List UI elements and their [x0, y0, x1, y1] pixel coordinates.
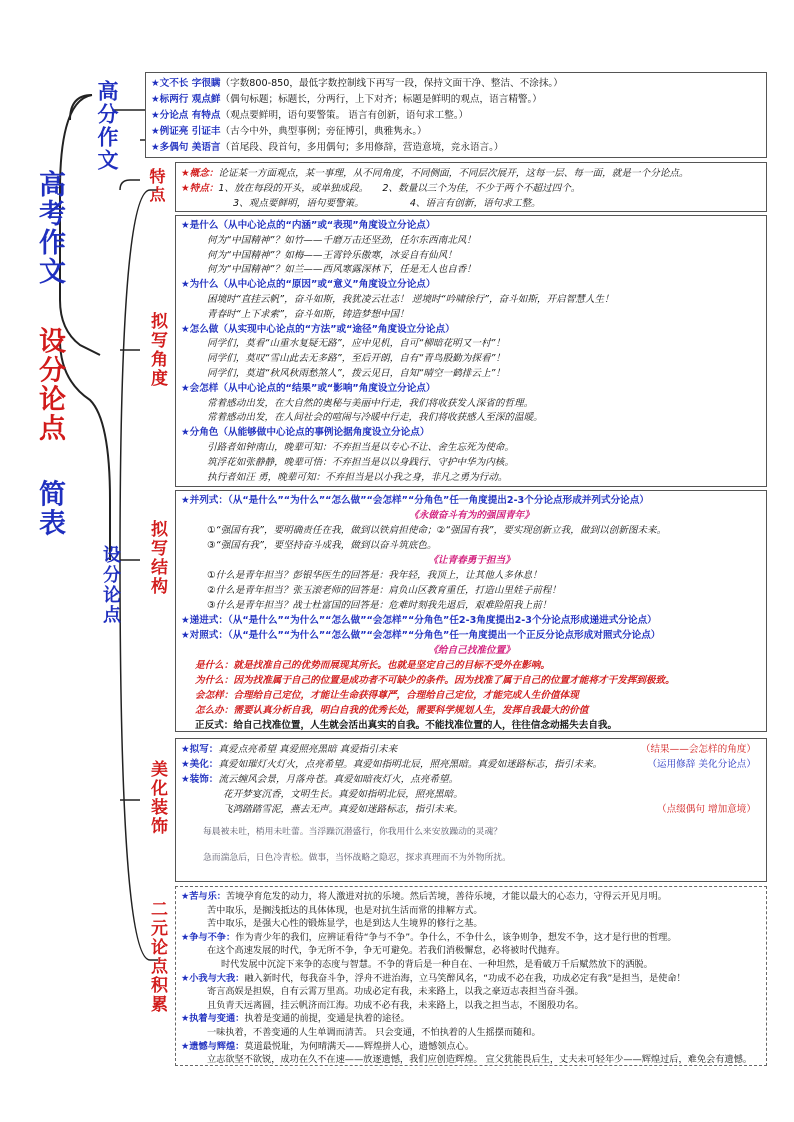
jiegou-line: 为什么：因为找准属于自己的位置是成功者不可缺少的条件。因为找准了属于自己的位置才能将才干发挥到极致。: [195, 675, 675, 686]
jiaodu-heading: ★是什么（从中心论点的“内涵”或“表现”角度设立分论点）: [181, 220, 436, 231]
jiegou-line: 是什么：就是找准自己的优势而展现其所长。也就是坚定自己的目标不受外在影响。: [195, 660, 550, 671]
jiegou-heading: ★递进式：（从“是什么”“为什么”“怎么做”“会怎样”“分角色”任2-3角度提出2-3个分论点形成递进式分论点）: [181, 615, 657, 626]
jiaodu-heading: ★分角色（从能够做中心论点的事例论据角度设立分论点）: [181, 427, 430, 439]
jiaodu-box: [175, 215, 767, 487]
jiegou-line: 怎么办：需要认真分析自我，明白自我的优秀长处，需要科学规划人生，发挥自我最大的价值: [195, 705, 589, 716]
eryuan-line: 一味执着，不善变通的人生单调而清苦。 只会变通，不怕执着的人生摇摆而随和。: [207, 1027, 541, 1038]
gaofen-row: ★例证亮 引证丰（古今中外，典型事例；旁征博引，典雅隽永。）: [151, 126, 427, 137]
eryuan-heading: ★苦与乐：苦境孕育危发的动力，将人激进对抗的乐境。然后苦境，善待乐境，才能以最大的心态力，守得云开见月明。: [181, 891, 667, 902]
jiaodu-example: 同学们，莫看“山重水复疑无路”，应中见机，自可“柳暗花明又一村”！: [207, 338, 506, 350]
eryuan-line: 苦中取乐，是搁浅抵达的具体体现，也是对抗生活而常的排解方式。: [207, 904, 483, 916]
branch-gaofen: 高分作文: [95, 80, 119, 172]
jiaodu-example: 何为“中国精神”？如竹——千磨万击还坚劲，任尔东西南北风！: [207, 234, 476, 246]
jiaodu-example: 同学们，莫道“秋风秋雨愁煞人”，拨云见日，自知“晴空一鹤排云上”！: [207, 368, 506, 379]
branch-shefen: 设分论点: [100, 545, 121, 625]
jiaodu-example: 青春时“上下求索”，奋斗如斯，铸造梦想中国！: [207, 308, 409, 320]
tedian-features: ★特点：1、放在每段的开头，或单独成段。 2、数量以三个为佳，不少于两个不超过四个。: [181, 183, 581, 194]
jiaodu-example: 同学们，莫叹“雪山此去无多路”，至后开朗，自有“青鸟殷勤为探看”！: [207, 353, 506, 365]
tedian-box: [175, 162, 767, 212]
label-jiegou: 拟写结构: [147, 520, 167, 596]
jiegou-title: 《让青春勇于担当》: [428, 555, 515, 566]
jiaodu-example: 执行者如汪 勇，晚辈可知：不弃担当是以小我之身，非凡之勇为行动。: [207, 471, 508, 483]
jiaodu-example: 常着感动出发，在人间社会的喧闹与冷暖中行走，我们将收获感人至深的温暖。: [207, 412, 543, 424]
eryuan-line: 寄言高娱是担娱，自有云霄万里高。功成必定有我，未来路上，以我之豪迈志表担当奋斗强。: [207, 986, 584, 998]
eryuan-line: 立志欲坚不欲锐，成功在久不在速——放逐遗憾，我们应创造辉煌。 宣父犹能畏后生，丈夫未可轻年少——辉煌过后，难免会有遗憾。: [207, 1054, 752, 1066]
tedian-concept: ★概念：论证某一方面观点，某一事理，从不同角度，不同侧面，不同层次展开，这每一层、每一面，就是一个分论点。: [181, 168, 689, 179]
gaofen-row: ★标两行 观点鲜（偶句标题；标题长，分两行，上下对齐；标题是鲜明的观点，语言精警。）: [151, 94, 542, 105]
meihua-line: ★美化：真爱如璀灯火灯火，点亮希望。真爱如指明北辰，照亮黑暗。真爱如迷路标志，指引未来。 （运用修辞 美化分论点）: [181, 759, 756, 770]
main-title-part2: 设分论点: [34, 326, 65, 443]
jiegou-box: [175, 490, 767, 732]
main-title-part3: 简表: [34, 479, 65, 538]
eryuan-line: 在这个高速发展的时代，争无所不争，争无可避免。若我们消极懈怠，必将被时代抛弃。: [207, 945, 566, 957]
jiegou-line: ①什么是青年担当？彭银华医生的回答是：我年轻，我顶上，让其他人多休息！: [207, 570, 542, 581]
label-meihua: 美化装饰: [147, 760, 167, 836]
jiegou-line: ③什么是青年担当？战士杜富国的回答是：危难时刻我先退后，艰难险阻我上前！: [207, 600, 552, 611]
jiegou-line: 正反式：给自己找准位置，人生就会活出真实的自我。不能找准位置的人，往往信念动摇失去自我。: [195, 720, 618, 731]
eryuan-heading: ★执着与变通：执着是变通的前提，变通是执着的途径。: [181, 1013, 410, 1025]
eryuan-heading: ★遗憾与辉煌：莫道最悦耻，为何晴满天——辉煌拼人心，遗憾领点心。: [181, 1040, 475, 1052]
jiegou-line: ③“强国有我”，要坚持奋斗成我，做到以奋斗筑底色。: [207, 540, 437, 551]
meihua-line: ★装饰：流云缠风会景，月落舟苍。真爱如暗夜灯火，点亮希望。: [181, 774, 459, 785]
label-jiaodu: 拟写角度: [147, 312, 167, 388]
jiaodu-heading: ★为什么（从中心论点的“原因”或“意义”角度设立分论点）: [181, 279, 436, 291]
jiaodu-example: 何为“中国精神”？如梅——王霄铃乐傲寒，冰妥自有仙风！: [207, 249, 457, 261]
jiegou-title: 《给自己找准位置》: [428, 645, 515, 656]
jiegou-line: ②什么是青年担当？张玉滚老师的回答是：肩负山区教育重任，打造山里娃子前程！: [207, 585, 561, 596]
eryuan-heading: ★小我与大我：融入新时代，每我奋斗争，浮舟不进治海，立马笑醉风名，“功成不必在我，功成必定有我”是担当，是使命！: [181, 972, 686, 984]
label-eryuan: 二元论点积累: [147, 900, 167, 1014]
jiaodu-heading: ★怎么做（从实现中心论点的“方法”或“途径”角度设立分论点）: [181, 323, 455, 335]
meihua-box: [175, 738, 767, 882]
jiegou-heading: ★并列式：（从“是什么”“为什么”“怎么做”“会怎样”“分角色”任一角度提出2-3个分论点形成并列式分论点）: [181, 495, 649, 506]
jiegou-line: 会怎样：合理给自己定位，才能让生命获得尊严，合理给自己定位，才能完成人生价值体现: [195, 690, 579, 701]
label-tedian: 特点: [147, 168, 166, 204]
gaofen-row: ★文不长 字很瞒（字数800-850，最低字数控制线下再写一段，保持文面干净、整洁、不涂抹。）: [151, 78, 563, 89]
jiegou-heading: ★对照式：（从“是什么”“为什么”“怎么做”“会怎样”“分角色”任一角度提出一个正反分论点形成对照式分论点）: [181, 630, 661, 641]
eryuan-line: 且负青天远离圆，挂云帆济而江海。功成不必有我，未来路上，以我之担当志，不图殷功名。: [207, 999, 584, 1011]
meihua-line: 急而湍急后，日色冷青松。做事，当怀战略之隐忍，探求真理而不为外物所扰。: [203, 853, 511, 863]
meihua-line: 飞鸿踏踏雪泥，燕去无声。真爱如迷路标志，指引未来。 （点缀偶句 增加意境）: [223, 804, 756, 815]
main-title-part1: 高考作文: [34, 170, 65, 286]
gaofen-row: ★多偶句 美语言（首尾段、段首句，多用偶句；多用修辞，营造意境，竞永语言。）: [151, 142, 504, 153]
jiaodu-example: 困境时“直挂云帆”，奋斗如斯，我犹凌云壮志！ 逆境时“吟啸徐行”，奋斗如斯，开启智慧人生！: [207, 294, 614, 305]
meihua-line: 花开梦宴沉香，文明生长。真爱如指明北辰，照亮黑暗。: [223, 789, 463, 800]
eryuan-line: 时代发展中沉淀下来争的态度与智慧。不争的背后是一种自在、一种坦然，是看破万千后赋然放下的洒脱。: [221, 959, 653, 970]
jiegou-line: ①“强国有我”，要明确责任在我，做到以铁肩担使命；②“强国有我”，要实现创新立我，做到以创新图未来。: [207, 525, 667, 536]
eryuan-box: [175, 886, 767, 1066]
gaofen-box: [145, 72, 767, 158]
tedian-features-2: 3、观点要鲜明，语句要警策。 4、语言有创新，语句求工整。: [233, 198, 541, 209]
jiaodu-example: 筑浮花如张静静，晚辈可悟：不弃担当是以以身践行、守护中华为内核。: [207, 456, 514, 468]
meihua-line: 每晨被未吐，梢用未吐蕾。当浮躁沉潜盛行，你我用什么来安放躁动的灵魂？: [203, 827, 503, 837]
eryuan-line: 苦中取乐，是强大心性的锻炼显学，也是到达人生境界的修行之基。: [207, 918, 483, 930]
eryuan-heading: ★争与不争：作为青少年的我们，应辨证看待“争与不争”。争什么，不争什么，该争则争，想发不争，这才是行世的哲理。: [181, 931, 677, 943]
meihua-line: ★拟写：真爱点亮希望 真爱照亮黑暗 真爱指引未来 （结果——会怎样的角度）: [181, 744, 756, 755]
jiaodu-heading: ★会怎样（从中心论点的“结果”或“影响”角度设立分论点）: [181, 382, 436, 394]
jiegou-title: 《永做奋斗有为的强国青年》: [409, 510, 534, 521]
main-title: [34, 170, 64, 538]
jiaodu-example: 何为“中国精神”？如兰——西风寒露深林下，任是无人也自香！: [207, 264, 476, 276]
jiaodu-example: 引路者如钟南山，晚辈可知：不弃担当是以专心不让、舍生忘死为使命。: [207, 442, 514, 453]
gaofen-row: ★分论点 有特点（观点要鲜明，语句要警策。 语言有创新，语句求工整。）: [151, 110, 469, 121]
jiaodu-example: 常着感动出发，在大自然的奥秘与美丽中行走，我们将收获发人深省的哲理。: [207, 397, 534, 409]
